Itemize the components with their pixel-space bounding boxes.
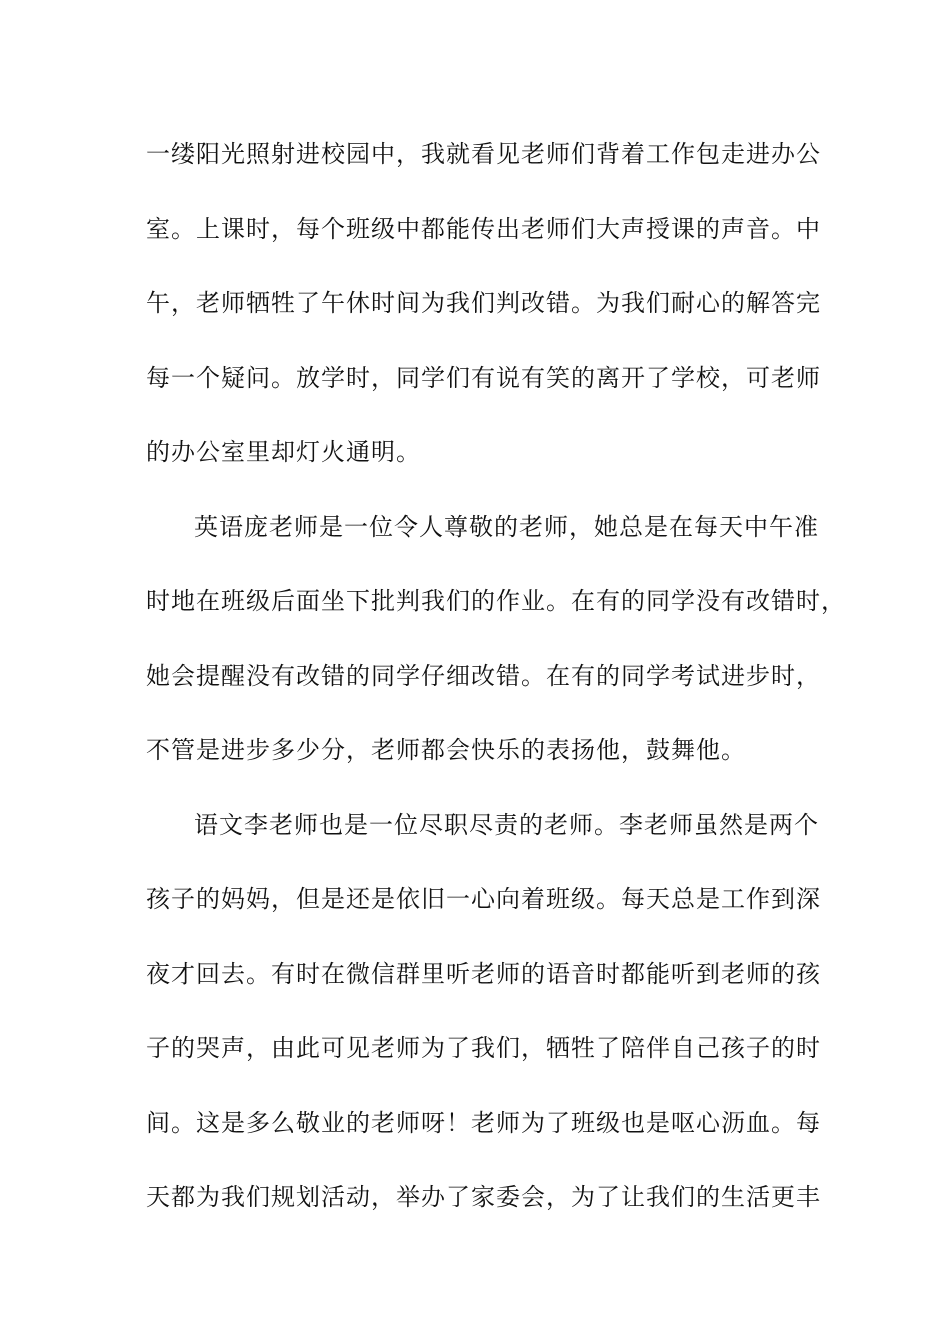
text-line: 夜才回去。有时在微信群里听老师的语音时都能听到老师的孩	[146, 959, 821, 988]
paragraph-first-line: 语文李老师也是一位尽职尽责的老师。李老师虽然是两个	[194, 810, 819, 839]
text-line: 一缕阳光照射进校园中，我就看见老师们背着工作包走进办公	[146, 140, 821, 168]
text-line: 间。这是多么敬业的老师呀！老师为了班级也是呕心沥血。每	[146, 1108, 821, 1137]
text-line: 孩子的妈妈，但是还是依旧一心向着班级。每天总是工作到深	[146, 885, 821, 913]
text-line: 不管是进步多少分，老师都会快乐的表扬他，鼓舞他。	[146, 736, 746, 764]
text-line: 子的哭声，由此可见老师为了我们，牺牲了陪伴自己孩子的时	[146, 1034, 821, 1062]
text-line: 时地在班级后面坐下批判我们的作业。在有的同学没有改错时，	[146, 587, 846, 615]
text-line: 室。上课时，每个班级中都能传出老师们大声授课的声音。中	[146, 214, 821, 243]
paragraph-first-line: 英语庞老师是一位令人尊敬的老师，她总是在每天中午准	[194, 512, 819, 541]
body-text	[146, 132, 846, 1250]
text-line: 的办公室里却灯火通明。	[146, 438, 421, 466]
text-line: 天都为我们规划活动，举办了家委会，为了让我们的生活更丰	[146, 1183, 821, 1211]
text-line: 午，老师牺牲了午休时间为我们判改错。为我们耐心的解答完	[146, 289, 821, 317]
text-line: 她会提醒没有改错的同学仔细改错。在有的同学考试进步时，	[146, 661, 821, 690]
text-line: 每一个疑问。放学时，同学们有说有笑的离开了学校，可老师	[146, 363, 821, 392]
